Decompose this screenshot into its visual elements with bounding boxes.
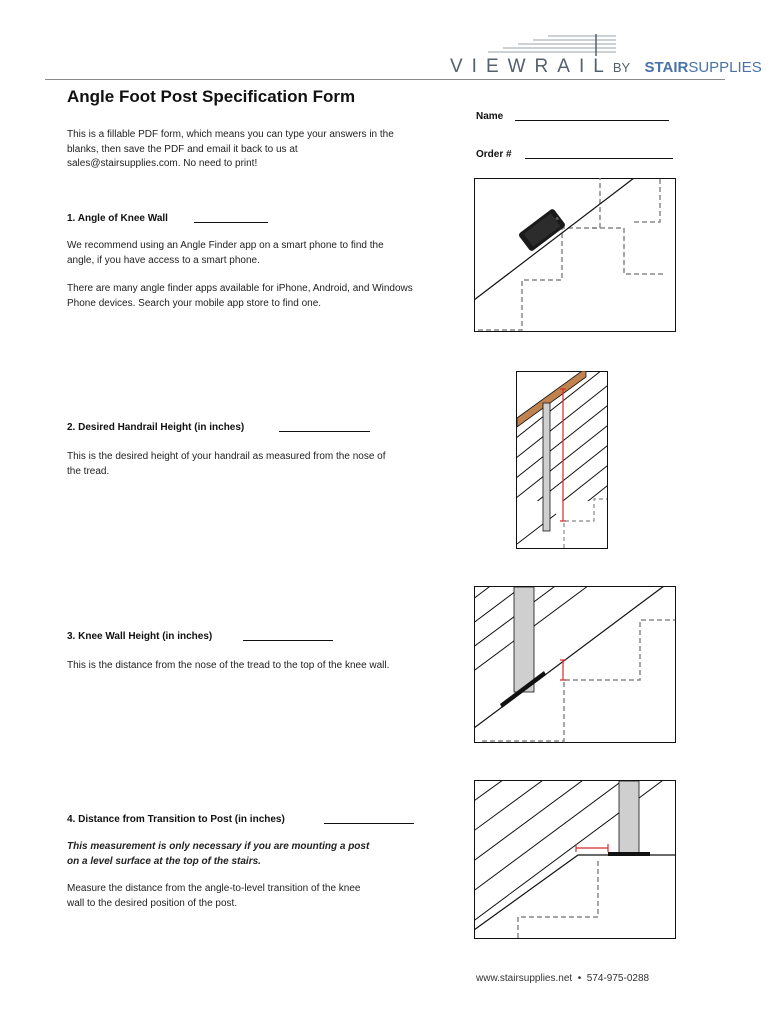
- knee-wall-height-field[interactable]: [243, 629, 333, 641]
- transition-to-post-diagram: [474, 780, 676, 939]
- section-1-paragraph-1: We recommend using an Angle Finder app on a smart phone to find the angle, if you have access to a smart phone.: [67, 240, 384, 266]
- section-4-paragraph-1: Measure the distance from the angle-to-level transition of the knee wall to the desired position of the post.: [67, 883, 361, 909]
- footer-phone: 574-975-0288: [586, 973, 650, 984]
- post: [619, 781, 639, 854]
- handrail-height-diagram: [516, 371, 608, 549]
- section-2-heading: 2. Desired Handrail Height (in inches): [67, 422, 245, 433]
- footer-website[interactable]: www.stairsupplies.net: [476, 973, 573, 984]
- footer-contact: [476, 973, 649, 984]
- section-2-paragraph-1: This is the desired height of your handrail as measured from the nose of the tread.: [67, 451, 386, 477]
- post: [543, 403, 550, 531]
- header-divider: [45, 79, 725, 80]
- section-4-note: This measurement is only necessary if you are mounting a post on a level surface at the top of the stairs.: [67, 841, 370, 867]
- logo-stair-text: STAIR: [644, 59, 689, 76]
- knee-wall-height-diagram: [474, 586, 676, 743]
- knee-wall-angle-field[interactable]: [194, 211, 268, 223]
- logo-stripes-graphic: [478, 34, 618, 56]
- footer-separator: •: [577, 973, 582, 984]
- level-foot: [608, 852, 650, 856]
- logo-by-text: BY: [612, 60, 631, 75]
- section-3-heading: 3. Knee Wall Height (in inches): [67, 631, 213, 642]
- viewrail-logo: [440, 30, 762, 78]
- order-label: Order #: [476, 149, 512, 160]
- post: [514, 587, 534, 692]
- name-field[interactable]: [515, 108, 669, 121]
- intro-text: This is a fillable PDF form, which means you can type your answers in the blanks, then save the PDF and email it back to us at sales@stairsupplies.com. No need to print!: [67, 129, 394, 169]
- handrail-height-field[interactable]: [279, 420, 370, 432]
- logo-viewrail-text: VIEWRAIL: [450, 56, 613, 77]
- section-4-heading: 4. Distance from Transition to Post (in inches): [67, 814, 285, 825]
- section-1-paragraph-2: There are many angle finder apps available for iPhone, Android, and Windows Phone devices. Search your mobile app store to find one.: [67, 283, 413, 309]
- knee-wall-angle-diagram: [474, 178, 676, 332]
- transition-distance-field[interactable]: [324, 812, 414, 824]
- section-3-paragraph-1: This is the distance from the nose of the tread to the top of the knee wall.: [67, 660, 390, 671]
- form-title: Angle Foot Post Specification Form: [67, 87, 356, 106]
- name-label: Name: [476, 111, 504, 122]
- section-1-heading: 1. Angle of Knee Wall: [67, 213, 168, 224]
- order-number-field[interactable]: [525, 146, 673, 159]
- logo-supplies-text: SUPPLIES: [688, 59, 762, 76]
